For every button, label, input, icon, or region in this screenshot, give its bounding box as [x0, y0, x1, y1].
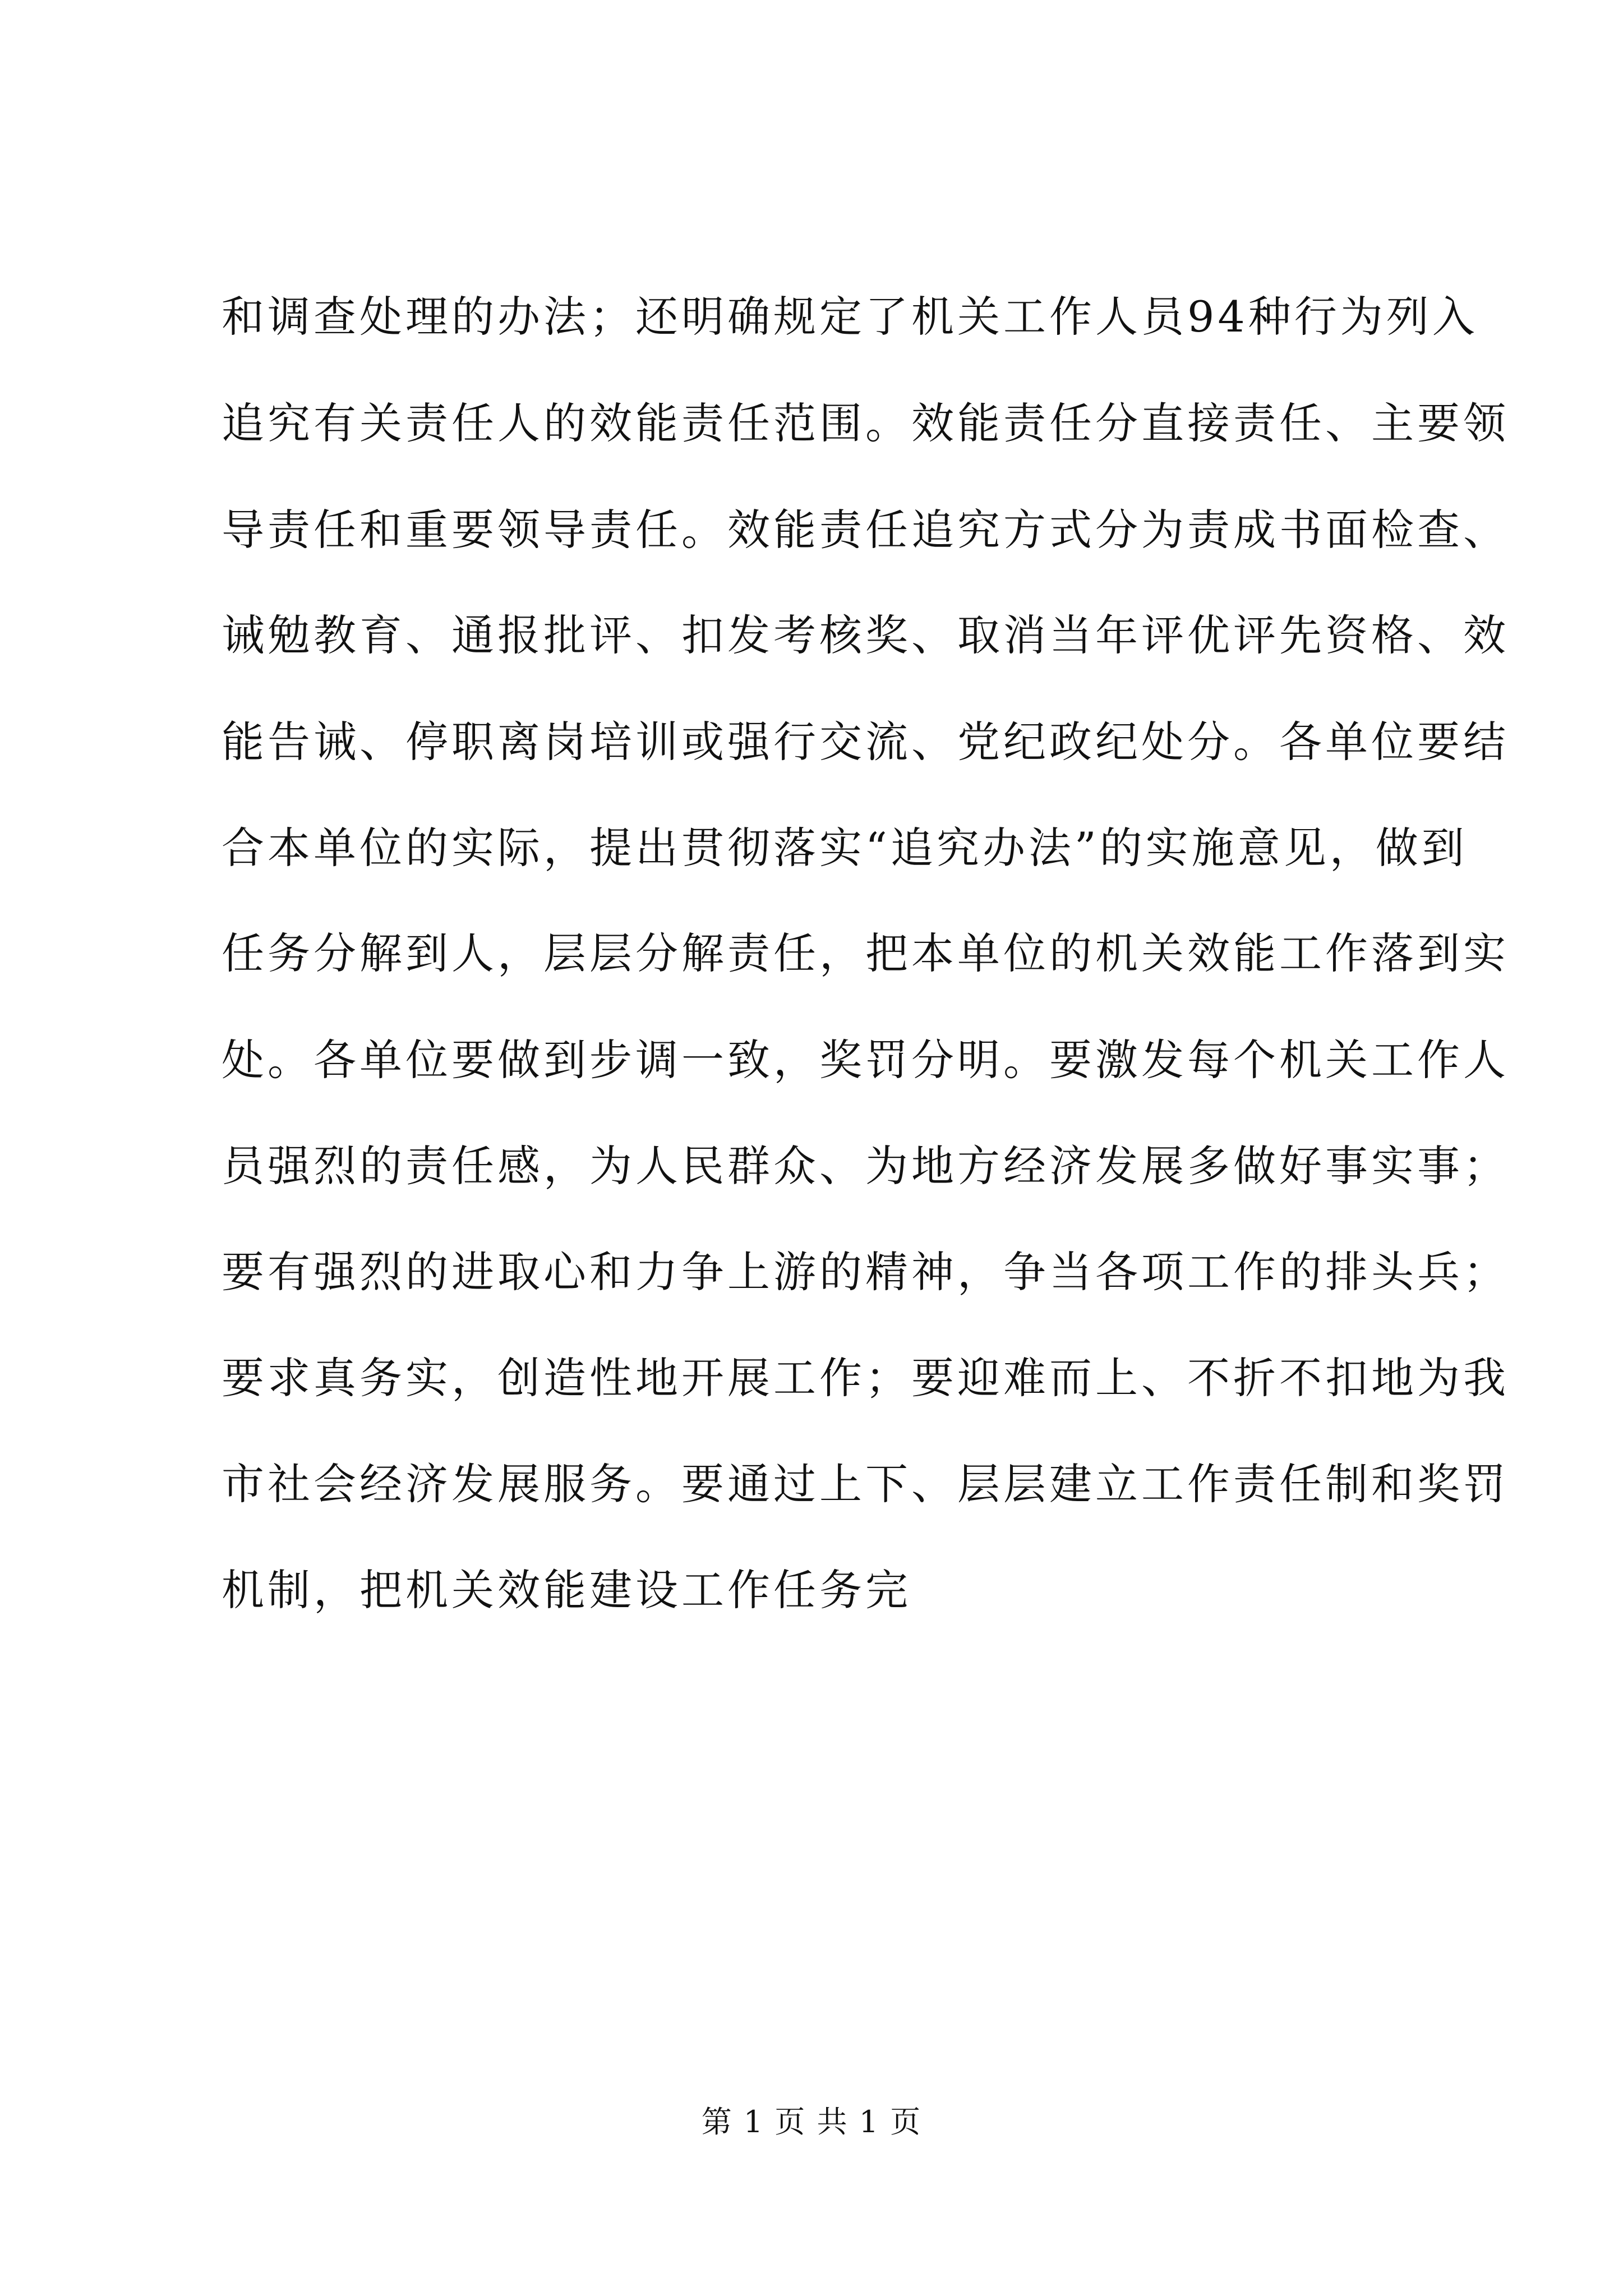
text-line: 导责任和重要领导责任。效能责任追究方式分为责成书面检查、 — [222, 505, 1509, 555]
text-line: 处。各单位要做到步调一致，奖罚分明。要激发每个机关工作人 — [222, 1035, 1509, 1085]
text-line: 要求真务实，创造性地开展工作；要迎难而上、不折不扣地为我 — [222, 1353, 1509, 1403]
text-line: 能告诫、停职离岗培训或强行交流、党纪政纪处分。各单位要结 — [222, 717, 1509, 767]
text-line: 任务分解到人，层层分解责任，把本单位的机关效能工作落到实 — [222, 928, 1509, 978]
text-line: 机制，把机关效能建设工作任务完 — [222, 1565, 911, 1615]
text-line: 员强烈的责任感，为人民群众、为地方经济发展多做好事实事； — [222, 1141, 1509, 1191]
text-line: 要有强烈的进取心和力争上游的精神，争当各项工作的排头兵； — [222, 1247, 1509, 1297]
text-line: 追究有关责任人的效能责任范围。效能责任分直接责任、主要领 — [222, 398, 1509, 448]
text-line: 和调查处理的办法；还明确规定了机关工作人员94种行为列入 — [222, 292, 1478, 342]
text-line: 诫勉教育、通报批评、扣发考核奖、取消当年评优评先资格、效 — [222, 610, 1509, 660]
text-line: 市社会经济发展服务。要通过上下、层层建立工作责任制和奖罚 — [222, 1459, 1509, 1509]
page-footer: 第 1 页 共 1 页 — [701, 2104, 922, 2139]
text-line: 合本单位的实际，提出贯彻落实“追究办法”的实施意见，做到 — [222, 823, 1468, 873]
